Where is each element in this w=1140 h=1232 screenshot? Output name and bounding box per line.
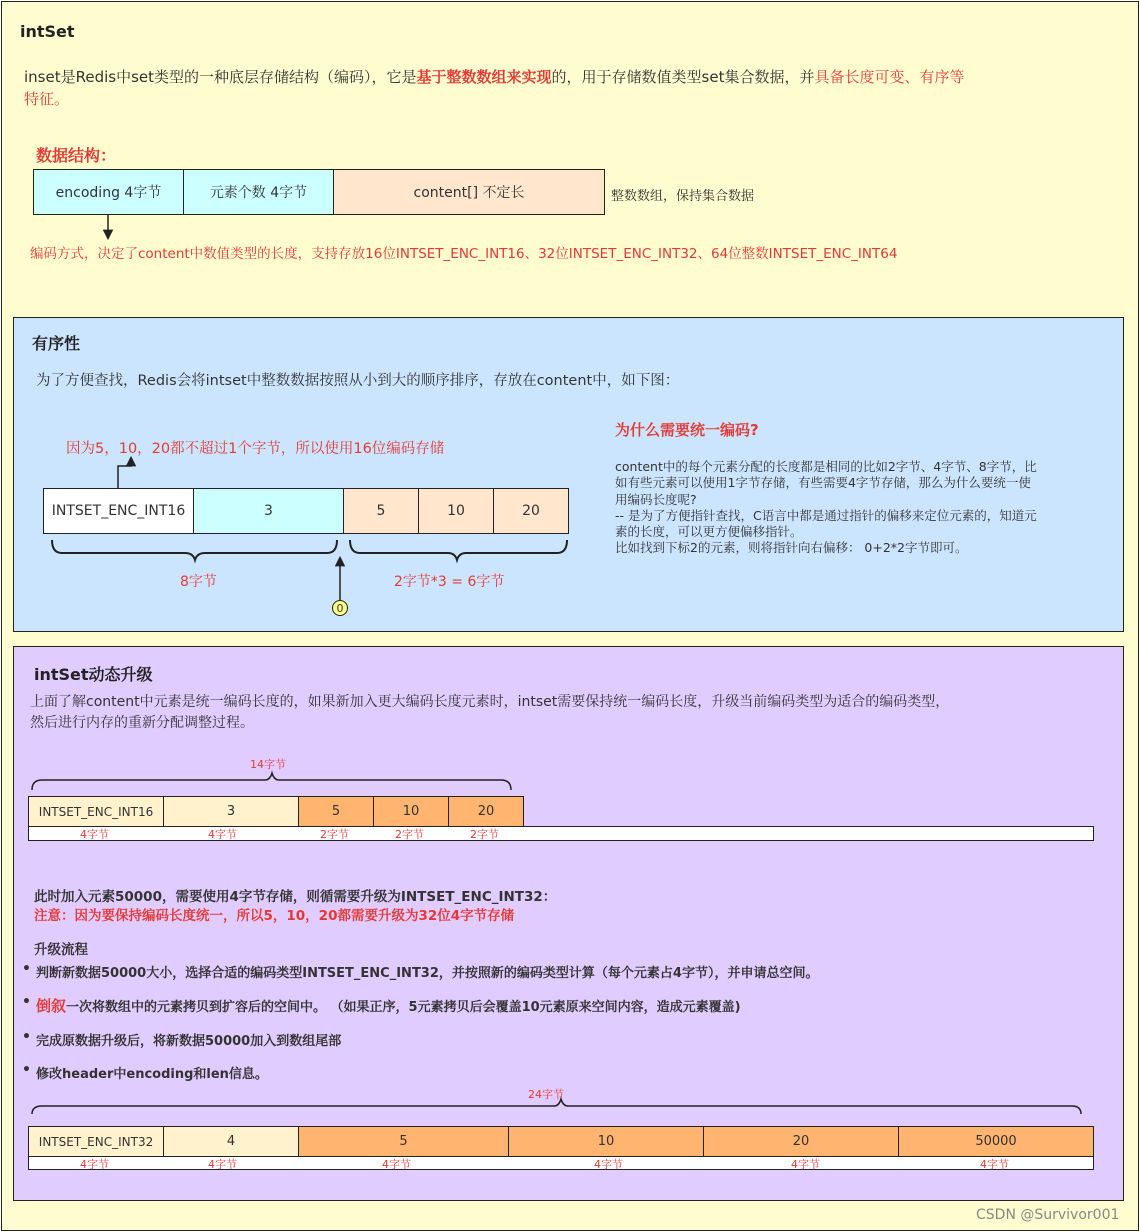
row2-size-label: 4字节 (594, 1158, 623, 1171)
upgrade-note-line: 注意：因为要保持编码长度统一，所以5，10，20都需要升级为32位4字节存储 (34, 908, 515, 924)
why-line: 比如找到下标2的元素，则将指针向右偏移： 0+2*2字节即可。 (615, 540, 968, 556)
order-cell-length: 3 (193, 488, 344, 534)
why-line: 素的长度，可以更方便偏移指针。 (615, 524, 803, 540)
brace-24-label: 24字节 (528, 1088, 564, 1101)
brace-14 (32, 773, 511, 790)
step-3: • 完成原数据升级后，将新数据50000加入到数组尾部 (36, 1030, 341, 1049)
order-cell-encoding: INTSET_ENC_INT16 (43, 488, 194, 534)
pointer-zero-label: 0 (336, 601, 344, 615)
row1-size-label: 2字节 (395, 828, 424, 841)
upgrade-desc-2: 然后进行内存的重新分配调整过程。 (30, 715, 254, 731)
content-note: 整数数组，保持集合数据 (611, 189, 755, 204)
step-1: • 判断新数据50000大小，选择合适的编码类型INTSET_ENC_INT32，并按照新的编码类型计算（每个元素占4字节），并申请总空间。 (36, 962, 818, 981)
row1-size-label: 4字节 (80, 828, 109, 841)
row2-cell-20: 20 (703, 1126, 899, 1157)
intro-part1: inset是Redis中set类型的一种底层存储结构（编码），它是 (24, 68, 417, 86)
row2-cell-length: 4 (163, 1126, 299, 1157)
row1-cell-encoding: INTSET_ENC_INT16 (28, 796, 164, 827)
row2-cell-50000: 50000 (898, 1126, 1094, 1157)
row1-size-label: 2字节 (320, 828, 349, 841)
data-structure-label: 数据结构： (36, 146, 117, 165)
header-size-label: 8字节 (180, 574, 217, 590)
upgrade-title: intSet动态升级 (34, 665, 153, 684)
order-cell-20: 20 (493, 488, 569, 534)
content-brace (350, 540, 567, 560)
step-2-text: 一次将数组中的元素拷贝到扩容后的空间中。 （如果正序，5元素拷贝后会覆盖10元素原来空间内容，造成元素覆盖) (66, 1000, 741, 1015)
upgrade-desc-1: 上面了解content中元素是统一编码长度的，如果新加入更大编码长度元素时，intset需要保持统一编码长度，升级当前编码类型为适合的编码类型， (30, 694, 950, 710)
row2-size-label: 4字节 (208, 1158, 237, 1171)
row1-cell-5: 5 (298, 796, 374, 827)
ordering-title: 有序性 (32, 334, 81, 353)
header-brace (52, 540, 337, 560)
page-title: intSet (20, 22, 75, 41)
row2-size-label: 4字节 (382, 1158, 411, 1171)
row2-cell-10: 10 (508, 1126, 704, 1157)
brace-24 (32, 1099, 1081, 1114)
why-line: 如有些元素可以使用1字节存储，有些需要4字节存储，那么为什么要统一使 (615, 475, 1031, 491)
watermark: CSDN @Survivor001 (976, 1207, 1120, 1223)
content-size-label: 2字节*3 = 6字节 (394, 574, 505, 590)
row2-size-label: 4字节 (791, 1158, 820, 1171)
why-line: -- 是为了方便指针查找，C语言中都是通过指针的偏移来定位元素的，知道元 (615, 507, 1037, 523)
field-length: 元素个数 4字节 (183, 169, 334, 215)
intro-part2: 的，用于存储数值类型set集合数据，并 (551, 68, 815, 86)
row2-cell-5: 5 (298, 1126, 509, 1157)
encoding-note: 编码方式，决定了content中数值类型的长度，支持存放16位INTSET_ENC_INT16、32位INTSET_ENC_INT32、64位整数INTSET_ENC_INT64 (30, 246, 898, 262)
step-4: • 修改header中encoding和len信息。 (36, 1063, 268, 1082)
row1-size-label: 4字节 (208, 828, 237, 841)
intro-line-2: 特征。 (24, 90, 70, 108)
row1-cell-10: 10 (373, 796, 449, 827)
order-cell-10: 10 (418, 488, 494, 534)
flow-title: 升级流程 (34, 942, 88, 958)
brace-14-label: 14字节 (250, 758, 286, 771)
ordering-desc: 为了方便查找，Redis会将intset中整数数据按照从小到大的顺序排序，存放在content中，如下图： (36, 373, 680, 389)
intro-highlight-1: 基于整数数组来实现 (416, 68, 552, 86)
ordering-note: 因为5，10，20都不超过1个字节，所以使用16位编码存储 (66, 441, 445, 457)
row2-size-label: 4字节 (980, 1158, 1009, 1171)
field-encoding: encoding 4字节 (33, 169, 184, 215)
why-line: content中的每个元素分配的长度都是相同的比如2字节、4字节、8字节，比 (615, 459, 1037, 474)
order-cell-5: 5 (343, 488, 419, 534)
row2-size-label: 4字节 (80, 1158, 109, 1171)
step-2-highlight: 倒叙 (36, 997, 67, 1015)
why-line: 用编码长度呢? (615, 491, 697, 507)
field-content: content[] 不定长 (333, 169, 605, 215)
ordering-note-arrow (118, 458, 131, 488)
row1-size-label: 2字节 (470, 828, 499, 841)
row1-cell-20: 20 (448, 796, 524, 827)
row1-cell-length: 3 (163, 796, 299, 827)
intro-highlight-2: 具备长度可变、有序等 (814, 68, 965, 86)
add-element-line: 此时加入元素50000，需要使用4字节存储，则循需要升级为INTSET_ENC_INT32： (34, 889, 557, 905)
why-title: 为什么需要统一编码? (615, 421, 759, 439)
row2-cell-encoding: INTSET_ENC_INT32 (28, 1126, 164, 1157)
